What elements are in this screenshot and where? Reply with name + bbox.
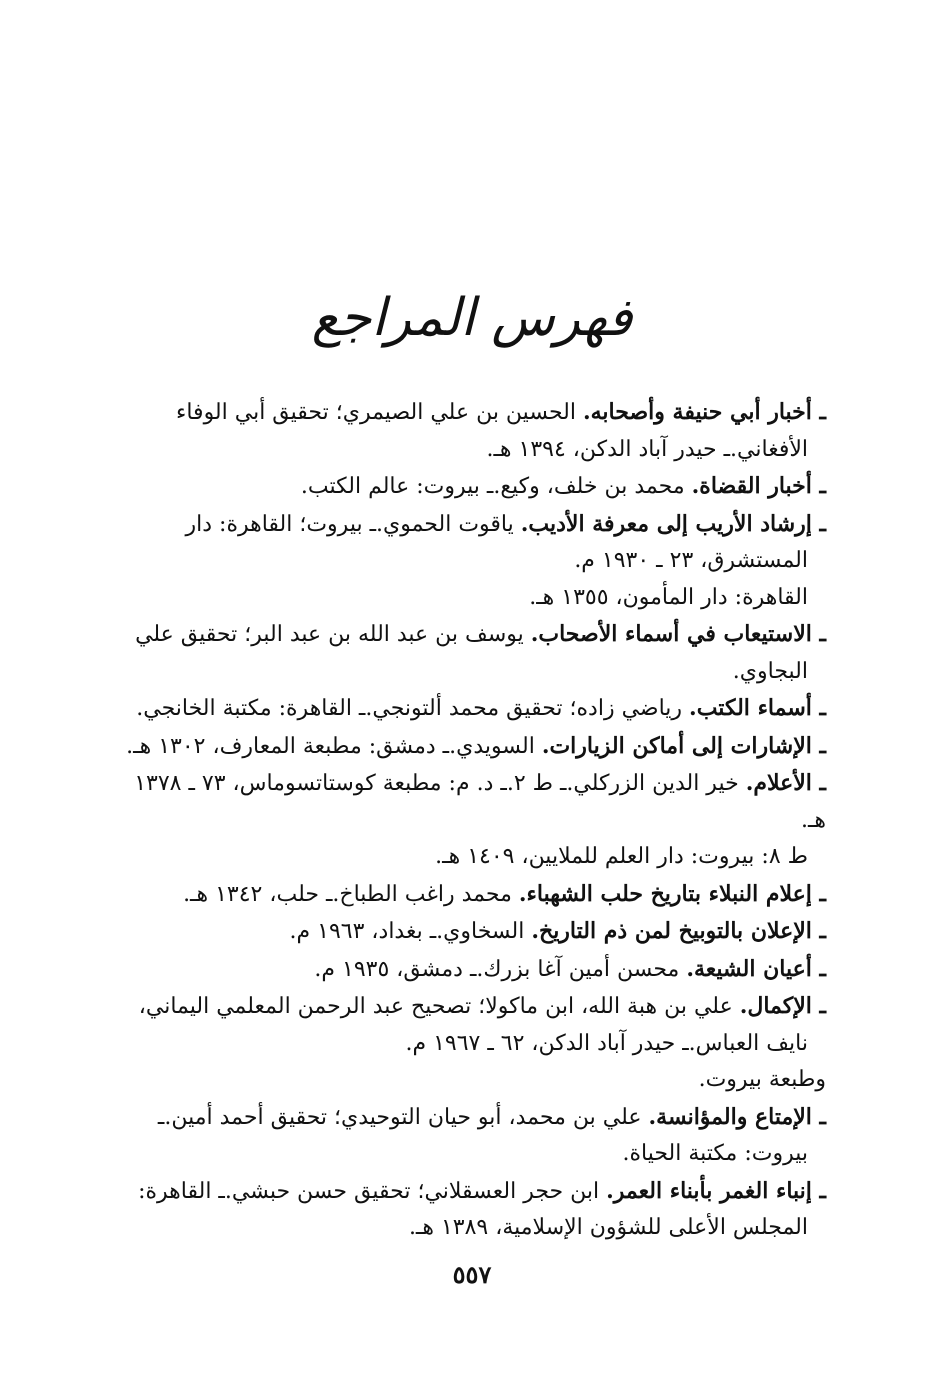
entry-line	[104, 988, 826, 1026]
entry-line	[104, 951, 826, 989]
entry-title: ـ الإكمال.	[739, 993, 826, 1019]
entry-continuation: بيروت: مكتبة الحياة.	[622, 1141, 808, 1166]
entry-title: ـ إعلام النبلاء بتاريخ حلب الشهباء.	[518, 880, 826, 907]
entry-title: ـ الأعلام.	[745, 770, 826, 796]
entry-continuation: المجلس الأعلى للشؤون الإسلامية، ١٣٨٩ هـ.	[408, 1215, 808, 1240]
entry-title: ـ أعيان الشيعة.	[686, 955, 826, 982]
bibliography-entry	[104, 951, 826, 989]
bibliography-entry	[104, 468, 826, 506]
entry-title: ـ الإعلان بالتوبيخ لمن ذم التاريخ.	[531, 918, 826, 944]
bibliography-entry	[104, 506, 826, 617]
entry-details: محمد راغب الطباخ.ـ حلب، ١٣٤٢ هـ.	[183, 881, 519, 907]
entry-title: ـ إنباء الغمر بأبناء العمر.	[606, 1177, 826, 1204]
entry-details: الحسين بن علي الصيمري؛ تحقيق أبي الوفاء	[176, 400, 583, 425]
entry-line	[104, 1173, 826, 1211]
bibliography-entry	[104, 394, 826, 468]
entry-details: علي بن محمد، أبو حيان التوحيدي؛ تحقيق أحمد أمين.ـ	[157, 1104, 649, 1130]
bibliography-entry	[104, 1173, 826, 1247]
entry-title: ـ أخبار أبي حنيفة وأصحابه.	[582, 399, 826, 425]
bibliography-entry	[104, 765, 826, 876]
page-number: ٥٥٧	[452, 1260, 492, 1289]
entry-continuation: المستشرق، ٢٣ ـ ١٩٣٠ م.	[574, 548, 808, 573]
bibliography-entry	[104, 616, 826, 690]
bibliography-list	[104, 394, 826, 1247]
entry-title: ـ أخبار القضاة.	[691, 473, 826, 499]
bibliography-entry	[104, 1099, 826, 1173]
entry-sub-edition: وطبعة بيروت.	[698, 1067, 826, 1092]
entry-line	[104, 394, 826, 432]
entry-line	[104, 765, 826, 839]
entry-details: ابن حجر العسقلاني؛ تحقيق حسن حبشي.ـ القاهرة:	[138, 1178, 607, 1204]
entry-sub-edition: القاهرة: دار المأمون، ١٣٥٥ هـ.	[529, 584, 808, 610]
entry-line	[104, 728, 826, 766]
bibliography-entry	[104, 988, 826, 1099]
entry-sub-edition: ط ٨: بيروت: دار العلم للملايين، ١٤٠٩ هـ.	[435, 844, 808, 869]
entry-details: محمد بن خلف، وكيع.ـ بيروت: عالم الكتب.	[300, 474, 692, 499]
entry-details: يوسف بن عبد الله بن عبد البر؛ تحقيق علي	[135, 622, 531, 647]
entry-title: ـ أسماء الكتب.	[689, 695, 826, 721]
page-title: فهرس المراجع	[311, 288, 633, 348]
entry-line	[104, 690, 826, 728]
entry-title: ـ الإشارات إلى أماكن الزيارات.	[541, 732, 826, 759]
entry-details: السخاوي.ـ بغداد، ١٩٦٣ م.	[289, 919, 532, 944]
entry-details: السويدي.ـ دمشق: مطبعة المعارف، ١٣٠٢ هـ.	[126, 733, 542, 759]
entry-title: ـ إرشاد الأريب إلى معرفة الأديب.	[520, 510, 826, 537]
entry-continuation: نايف العباس.ـ حيدر آباد الدكن، ٦٢ ـ ١٩٦٧ م.	[405, 1030, 808, 1056]
entry-line	[104, 468, 826, 506]
entry-details: محسن أمين آغا بزرك.ـ دمشق، ١٩٣٥ م.	[314, 956, 687, 982]
entry-line	[104, 506, 826, 544]
bibliography-entry	[104, 913, 826, 951]
entry-title: ـ الاستيعاب في أسماء الأصحاب.	[530, 621, 826, 647]
entry-title: ـ الإمتاع والمؤانسة.	[648, 1103, 826, 1130]
entry-line	[104, 913, 826, 951]
bibliography-entry	[104, 876, 826, 914]
entry-continuation: الأفغاني.ـ حيدر آباد الدكن، ١٣٩٤ هـ.	[486, 436, 808, 462]
entry-details: خير الدين الزركلي.ـ ط ٢.ـ د. م: مطبعة كوستاتسوماس، ٧٣ ـ ١٣٧٨ هـ.	[134, 771, 826, 833]
bibliography-entry	[104, 690, 826, 728]
entry-line	[104, 876, 826, 914]
entry-details: علي بن هبة الله، ابن ماكولا؛ تصحيح عبد الرحمن المعلمي اليماني،	[138, 994, 740, 1019]
entry-details: رياضي زاده؛ تحقيق محمد ألتونجي.ـ القاهرة: مكتبة الخانجي.	[136, 696, 690, 721]
bibliography-entry	[104, 728, 826, 766]
entry-details: ياقوت الحموي.ـ بيروت؛ القاهرة: دار	[185, 511, 521, 537]
entry-line	[104, 1099, 826, 1137]
entry-continuation: البجاوي.	[732, 658, 808, 684]
entry-line	[104, 616, 826, 654]
